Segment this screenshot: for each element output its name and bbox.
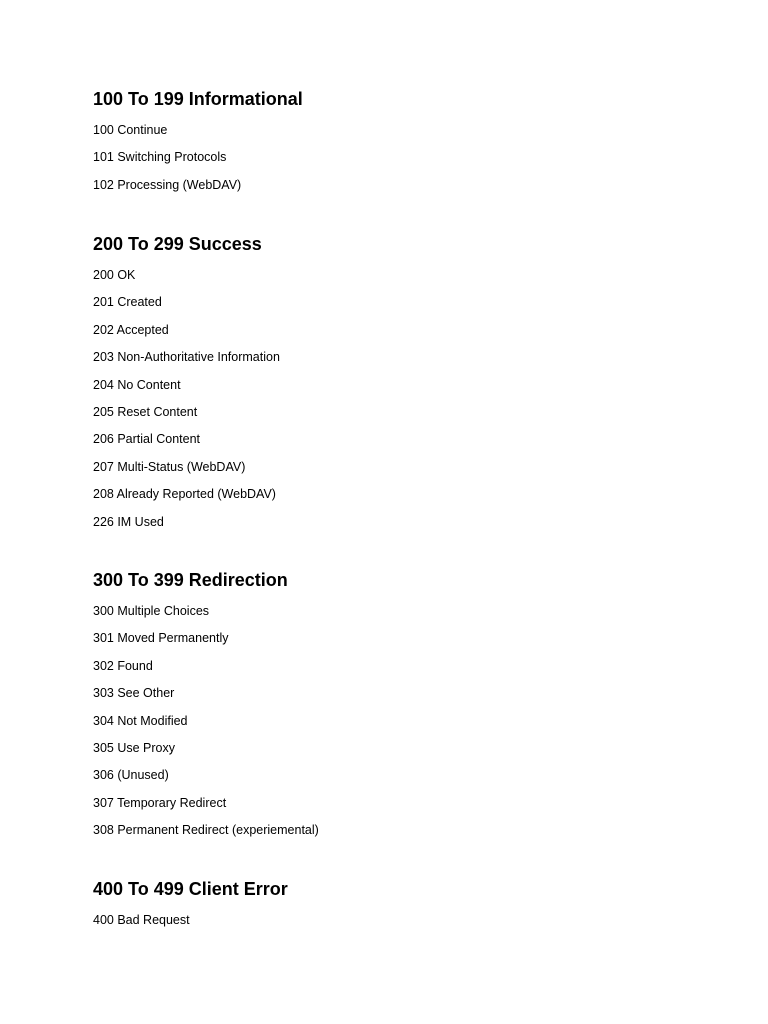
list-item: 100 Continue [93, 123, 168, 137]
list-item: 204 No Content [93, 377, 181, 392]
status-list [93, 604, 319, 838]
list-item: 226 IM Used [93, 514, 164, 529]
list-item: 305 Use Proxy [93, 740, 175, 755]
list-item: 102 Processing (WebDAV) [93, 177, 242, 192]
section-heading: 100 To 199 Informational [93, 89, 303, 109]
list-item: 205 Reset Content [93, 404, 198, 419]
section-heading: 400 To 499 Client Error [93, 879, 288, 899]
document-page [93, 0, 733, 1024]
list-item: 200 OK [93, 268, 136, 282]
status-list [93, 123, 303, 193]
list-item: 206 Partial Content [93, 432, 201, 447]
section-client-error [93, 878, 288, 928]
list-item: 307 Temporary Redirect [93, 795, 227, 810]
list-item: 304 Not Modified [93, 713, 188, 728]
section-redirection [93, 569, 319, 838]
list-item: 301 Moved Permanently [93, 631, 229, 646]
list-item: 300 Multiple Choices [93, 604, 210, 618]
list-item: 101 Switching Protocols [93, 150, 227, 165]
list-item: 201 Created [93, 295, 162, 310]
list-item: 302 Found [93, 658, 153, 673]
list-item: 208 Already Reported (WebDAV) [93, 487, 276, 502]
section-heading: 300 To 399 Redirection [93, 570, 288, 590]
list-item: 303 See Other [93, 686, 175, 701]
list-item: 207 Multi-Status (WebDAV) [93, 459, 246, 474]
status-list [93, 913, 288, 928]
list-item: 308 Permanent Redirect (experiemental) [93, 823, 319, 838]
list-item: 400 Bad Request [93, 913, 190, 927]
section-informational [93, 88, 303, 193]
section-success [93, 233, 280, 530]
list-item: 202 Accepted [93, 322, 169, 337]
list-item: 306 (Unused) [93, 768, 169, 783]
list-item: 203 Non-Authoritative Information [93, 350, 280, 365]
status-list [93, 268, 280, 530]
section-heading: 200 To 299 Success [93, 234, 262, 254]
